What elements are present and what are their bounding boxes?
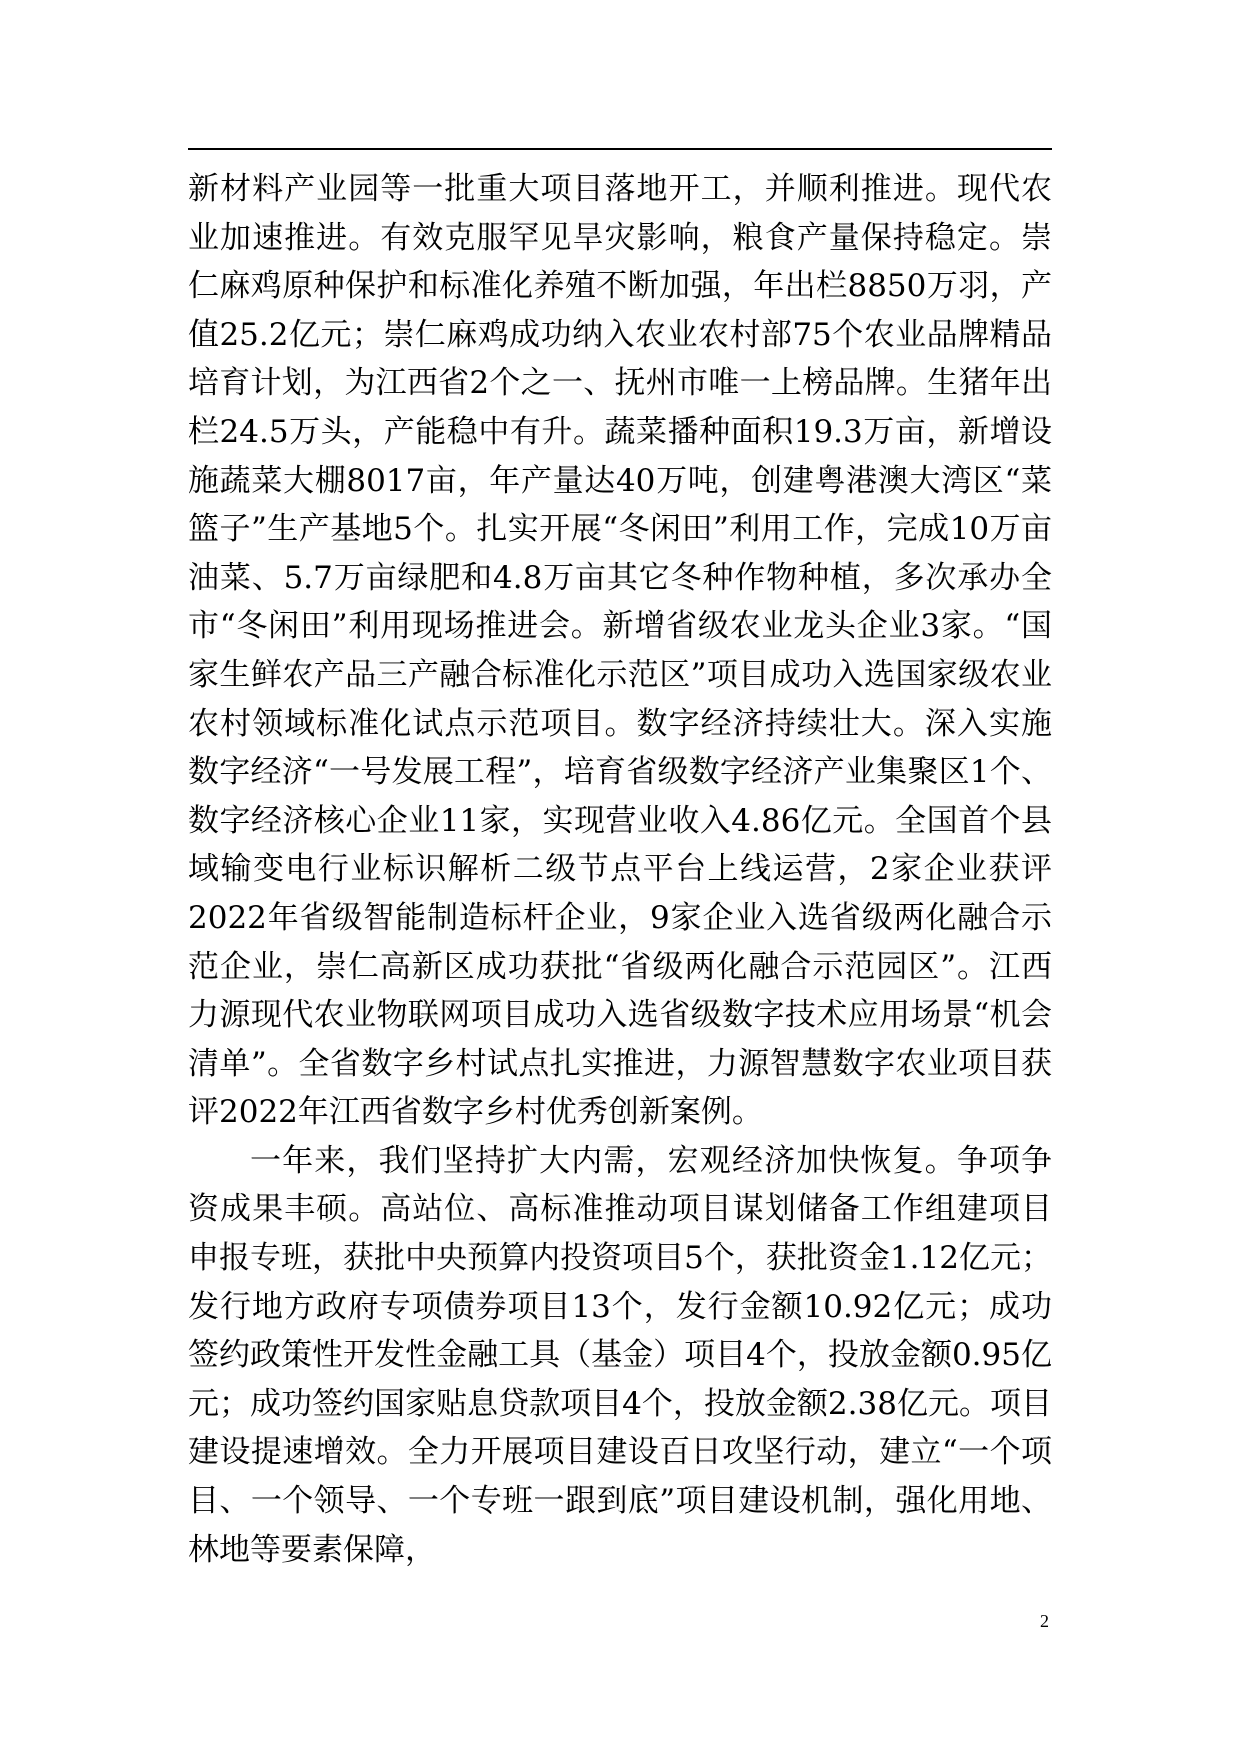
paragraph-continuation: 新材料产业园等一批重大项目落地开工，并顺利推进。现代农业加速推进。有效克服罕见旱灾影响，粮食产量保持稳定。崇仁麻鸡原种保护和标准化养殖不断加强，年出栏8850万羽，产值25.2亿元；崇仁麻鸡成功纳入农业农村部75个农业品牌精品培育计划，为江西省2个之一、抚州市唯一上榜品牌。生猪年出栏24.5万头，产能稳中有升。蔬菜播种面积19.3万亩，新增设施蔬菜大棚8017亩，年产量达40万吨，创建粤港澳大湾区“菜篮子”生产基地5个。扎实开展“冬闲田”利用工作，完成10万亩油菜、5.7万亩绿肥和4.8万亩其它冬种作物种植，多次承办全市“冬闲田”利用现场推进会。新增省级农业龙头企业3家。“国家生鲜农产品三产融合标准化示范区”项目成功入选国家级农业农村领域标准化试点示范项目。数字经济持续壮大。深入实施数字经济“一号发展工程”，培育省级数字经济产业集聚区1个、数字经济核心企业11家，实现营业收入4.86亿元。全国首个县域输变电行业标识解析二级节点平台上线运营，2家企业获评2022年省级智能制造标杆企业，9家企业入选省级两化融合示范企业，崇仁高新区成功获批“省级两化融合示范园区”。江西力源现代农业物联网项目成功入选省级数字技术应用场景“机会清单”。全省数字乡村试点扎实推进，力源智慧数字农业项目获评2022年江西省数字乡村优秀创新案例。 xyxy=(188,171,1052,1131)
body-text xyxy=(188,165,1052,1574)
header-rule xyxy=(188,148,1052,150)
paragraph-domestic-demand: 一年来，我们坚持扩大内需，宏观经济加快恢复。争项争资成果丰硕。高站位、高标准推动项目谋划储备工作组建项目申报专班，获批中央预算内投资项目5个，获批资金1.12亿元；发行地方政府专项债券项目13个，发行金额10.92亿元；成功签约政策性开发性金融工具（基金）项目4个，投放金额0.95亿元；成功签约国家贴息贷款项目4个，投放金额2.38亿元。项目建设提速增效。全力开展项目建设百日攻坚行动，建立“一个项目、一个领导、一个专班一跟到底”项目建设机制，强化用地、林地等要素保障， xyxy=(188,1142,1052,1568)
page-number: 2 xyxy=(1040,1611,1049,1631)
